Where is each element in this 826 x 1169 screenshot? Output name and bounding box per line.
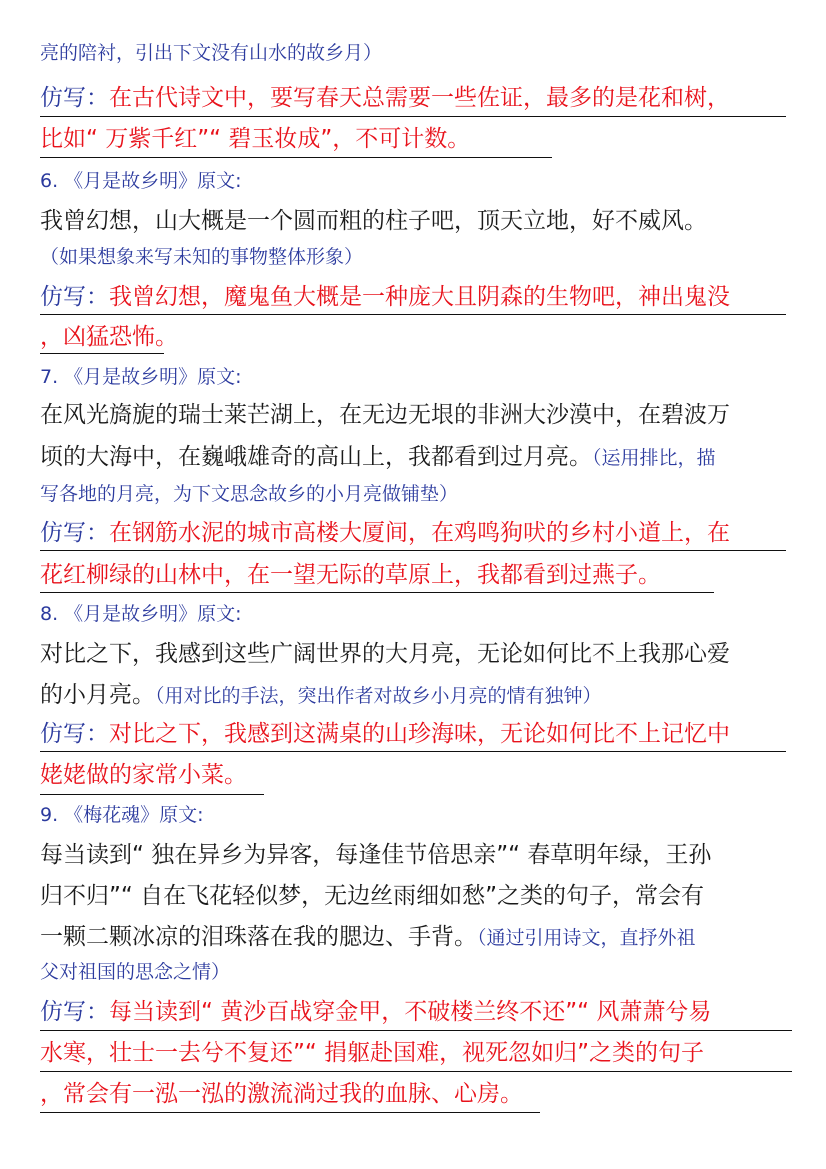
imitation-line: 姥姥做的家常小菜。 bbox=[40, 762, 247, 788]
underline bbox=[40, 1112, 540, 1113]
underline bbox=[40, 157, 552, 158]
imitation-line: 仿写：对比之下，我感到这满桌的山珍海味，无论如何比不上记忆中 bbox=[40, 721, 730, 747]
imitation-line: 仿写：每当读到“ 黄沙百战穿金甲，不破楼兰终不还”“ 风萧萧兮易 bbox=[40, 999, 712, 1025]
imitation-label: 仿写： bbox=[40, 520, 109, 546]
annotation-note: 写各地的月亮，为下文思念故乡的小月亮做铺垫） bbox=[40, 483, 459, 505]
top-note: 亮的陪衬，引出下文没有山水的故乡月） bbox=[40, 42, 383, 64]
original-line: 每当读到“ 独在异乡为异客，每逢佳节倍思亲”“ 春草明年绿，王孙 bbox=[40, 842, 712, 868]
original-line: 我曾幻想，山大概是一个圆而粗的柱子吧，顶天立地，好不威风。 bbox=[40, 208, 707, 234]
imitation-line: 仿写：我曾幻想，魔鬼鱼大概是一种庞大且阴森的生物吧，神出鬼没 bbox=[40, 284, 730, 310]
imitation-line: 花红柳绿的山林中，在一望无际的草原上，我都看到过燕子。 bbox=[40, 562, 661, 588]
underline bbox=[40, 550, 786, 551]
original-line: 归不归”“ 自在飞花轻似梦，无边丝雨细如愁”之类的句子，常会有 bbox=[40, 883, 705, 909]
original-line: 对比之下，我感到这些广阔世界的大月亮，无论如何比不上我那心爱 bbox=[40, 641, 730, 667]
imitation-label: 仿写： bbox=[40, 999, 109, 1025]
imitation-line: 水寒，壮士一去兮不复还”“ 捐躯赴国难，视死忽如归”之类的句子 bbox=[40, 1040, 705, 1066]
underline bbox=[40, 1030, 792, 1031]
underline bbox=[40, 1071, 792, 1072]
original-line: 在风光旖旎的瑞士莱芒湖上，在无边无垠的非洲大沙漠中，在碧波万 bbox=[40, 402, 730, 428]
underline bbox=[40, 314, 786, 315]
underline bbox=[40, 353, 164, 354]
original-line: 顷的大海中，在巍峨雄奇的高山上，我都看到过月亮。（运用排比，描 bbox=[40, 444, 716, 470]
underline bbox=[40, 794, 264, 795]
imitation-line: 比如“ 万紫千红”“ 碧玉妆成”，不可计数。 bbox=[40, 126, 471, 152]
imitation-line: ，凶猛恐怖。 bbox=[40, 324, 178, 350]
imitation-label: 仿写： bbox=[40, 284, 109, 310]
annotation-note: （用对比的手法，突出作者对故乡小月亮的情有独钟） bbox=[155, 685, 602, 707]
imitation-line: 仿写：在古代诗文中，要写春天总需要一些佐证，最多的是花和树， bbox=[40, 85, 730, 111]
underline bbox=[40, 116, 786, 117]
imitation-label: 仿写： bbox=[40, 721, 109, 747]
annotation-note: （如果想象来写未知的事物整体形象） bbox=[40, 246, 364, 268]
section-heading: 8. 《月是故乡明》原文: bbox=[40, 603, 242, 625]
section-heading: 7. 《月是故乡明》原文: bbox=[40, 366, 242, 388]
underline bbox=[40, 592, 714, 593]
underline bbox=[40, 751, 786, 752]
imitation-label: 仿写： bbox=[40, 85, 109, 111]
imitation-line: ，常会有一泓一泓的激流淌过我的血脉、心房。 bbox=[40, 1081, 523, 1107]
section-heading: 9. 《梅花魂》原文: bbox=[40, 804, 204, 826]
annotation-note: 父对祖国的思念之情） bbox=[40, 961, 231, 983]
section-heading: 6. 《月是故乡明》原文: bbox=[40, 170, 242, 192]
imitation-line: 仿写：在钢筋水泥的城市高楼大厦间，在鸡鸣狗吠的乡村小道上，在 bbox=[40, 520, 730, 546]
annotation-note: （通过引用诗文，直抒外祖 bbox=[477, 927, 696, 949]
original-line: 一颗二颗冰凉的泪珠落在我的腮边、手背。（通过引用诗文，直抒外祖 bbox=[40, 924, 696, 950]
annotation-note: （运用排比，描 bbox=[592, 447, 716, 469]
original-line: 的小月亮。（用对比的手法，突出作者对故乡小月亮的情有独钟） bbox=[40, 682, 602, 708]
